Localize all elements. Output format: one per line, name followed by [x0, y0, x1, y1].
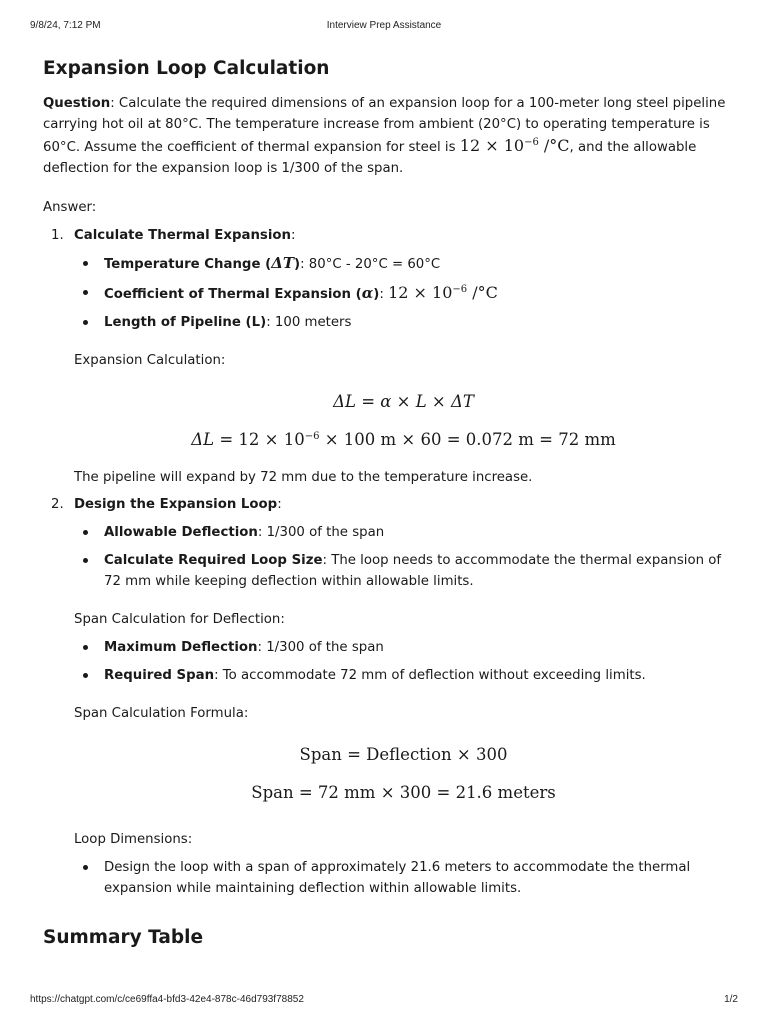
list-item-max-deflection [74, 637, 733, 658]
list-item-loop-design: Design the loop with a span of approximately 21.6 meters to accommodate the thermal expansion while maintaining deflection within allowable limits. [74, 857, 733, 899]
step-1-heading [74, 225, 733, 246]
coef-unit: /°C [467, 283, 498, 302]
span-calc-heading: Span Calculation for Deflection: [74, 612, 285, 627]
span-formula-applied: Span = 72 mm × 300 = 21.6 meters [251, 783, 556, 802]
list-item-required-span [74, 665, 733, 686]
list-item-temperature-change [74, 253, 733, 275]
max-deflection-value: : 1/300 of the span [257, 640, 384, 655]
coef-value [388, 283, 498, 302]
question-paragraph [43, 93, 733, 179]
print-url: https://chatgpt.com/c/ce69ffa4-bfd3-42e4-878c-46d793f78852 [30, 994, 304, 1005]
loop-size-value: : The loop needs to accommodate the thermal expansion of 72 mm while keeping deflection within allowable limits. [104, 553, 722, 589]
span-formula-block [74, 736, 733, 812]
step-2 [43, 494, 733, 899]
expansion-calc-heading: Expansion Calculation: [74, 353, 226, 368]
required-span-label: Required Span [104, 668, 215, 683]
document-content [43, 56, 733, 951]
question-text-1: : Calculate the required dimensions of an expansion loop for a 100-meter long steel pipeline carrying hot oil at 80°C. The temperature increase from ambient (20°C) to operating temperature is 60°C. Assume the coefficient of thermal expansion for steel is [43, 96, 726, 155]
expansion-formula-applied [74, 421, 733, 459]
temp-change-value: : 80°C - 20°C = 60°C [300, 257, 441, 272]
answer-label: Answer: [43, 200, 97, 215]
coef-label-text: Coefficient of Thermal Expansion ( [104, 287, 362, 302]
step-1 [43, 225, 733, 488]
step-2-title: Design the Expansion Loop [74, 497, 278, 512]
expansion-formula-general: ΔL = α × L × ΔT [333, 392, 474, 411]
coef-label [104, 284, 380, 302]
step-2-colon: : [277, 497, 282, 512]
coef-label-end: ) [373, 287, 380, 302]
temp-change-label [104, 254, 301, 272]
answer-steps [43, 225, 733, 899]
question-text-2: , and the allowable deflection for the expansion loop is 1/300 of the span. [43, 140, 697, 176]
length-value: : 100 meters [266, 315, 352, 330]
step-2-bullets [74, 522, 733, 592]
allowable-value: : 1/300 of the span [257, 525, 385, 540]
loop-size-label: Calculate Required Loop Size [104, 553, 323, 568]
temp-change-label-text: Temperature Change ( [104, 257, 272, 272]
page-number: 1/2 [724, 994, 738, 1005]
question-coefficient [460, 136, 570, 155]
span-bullets [74, 637, 733, 686]
step-1-bullets [74, 253, 733, 333]
step-1-colon: : [291, 228, 296, 243]
print-footer [30, 994, 738, 1008]
page-title: Expansion Loop Calculation [43, 58, 330, 79]
expansion-formula-lhs: ΔL [191, 430, 215, 449]
step-2-heading [74, 494, 733, 515]
question-coef-unit: /°C [538, 136, 570, 155]
print-header [30, 20, 738, 34]
loop-dimension-bullets [74, 857, 733, 899]
question-coef-exp: −6 [524, 137, 539, 148]
expansion-result: The pipeline will expand by 72 mm due to the temperature increase. [74, 470, 533, 485]
list-item-coefficient [74, 282, 733, 305]
step-1-number: 1. [51, 228, 64, 243]
span-formula-heading: Span Calculation Formula: [74, 706, 249, 721]
step-2-number: 2. [51, 497, 64, 512]
expansion-formula-exp: −6 [304, 431, 320, 442]
temp-change-label-end: ) [294, 257, 301, 272]
summary-table-title: Summary Table [43, 927, 204, 948]
coef-separator: : [379, 287, 389, 302]
step-1-title: Calculate Thermal Expansion [74, 228, 291, 243]
expansion-formula-rest: × 100 m × 60 = 0.072 m = 72 mm [319, 430, 616, 449]
expansion-formula-block [74, 383, 733, 459]
question-coef-base: 12 × 10 [459, 136, 525, 155]
print-datetime: 9/8/24, 7:12 PM [30, 20, 101, 31]
length-label: Length of Pipeline (L) [104, 315, 267, 330]
loop-dimensions-heading: Loop Dimensions: [74, 832, 193, 847]
question-label: Question [43, 96, 111, 111]
max-deflection-label: Maximum Deflection [104, 640, 258, 655]
expansion-formula-mid: = 12 × 10 [214, 430, 305, 449]
span-formula-general: Span = Deflection × 300 [299, 745, 508, 764]
list-item-allowable-deflection [74, 522, 733, 543]
required-span-value: : To accommodate 72 mm of deflection without exceeding limits. [214, 668, 646, 683]
list-item-pipeline-length [74, 312, 733, 333]
coef-base: 12 × 10 [388, 283, 453, 302]
list-item-loop-size [74, 550, 733, 592]
print-doc-title: Interview Prep Assistance [326, 20, 442, 31]
allowable-label: Allowable Deflection [104, 525, 258, 540]
alpha-symbol: α [361, 284, 374, 302]
coef-exp: −6 [452, 284, 468, 295]
delta-t-symbol: ΔT [271, 254, 294, 272]
